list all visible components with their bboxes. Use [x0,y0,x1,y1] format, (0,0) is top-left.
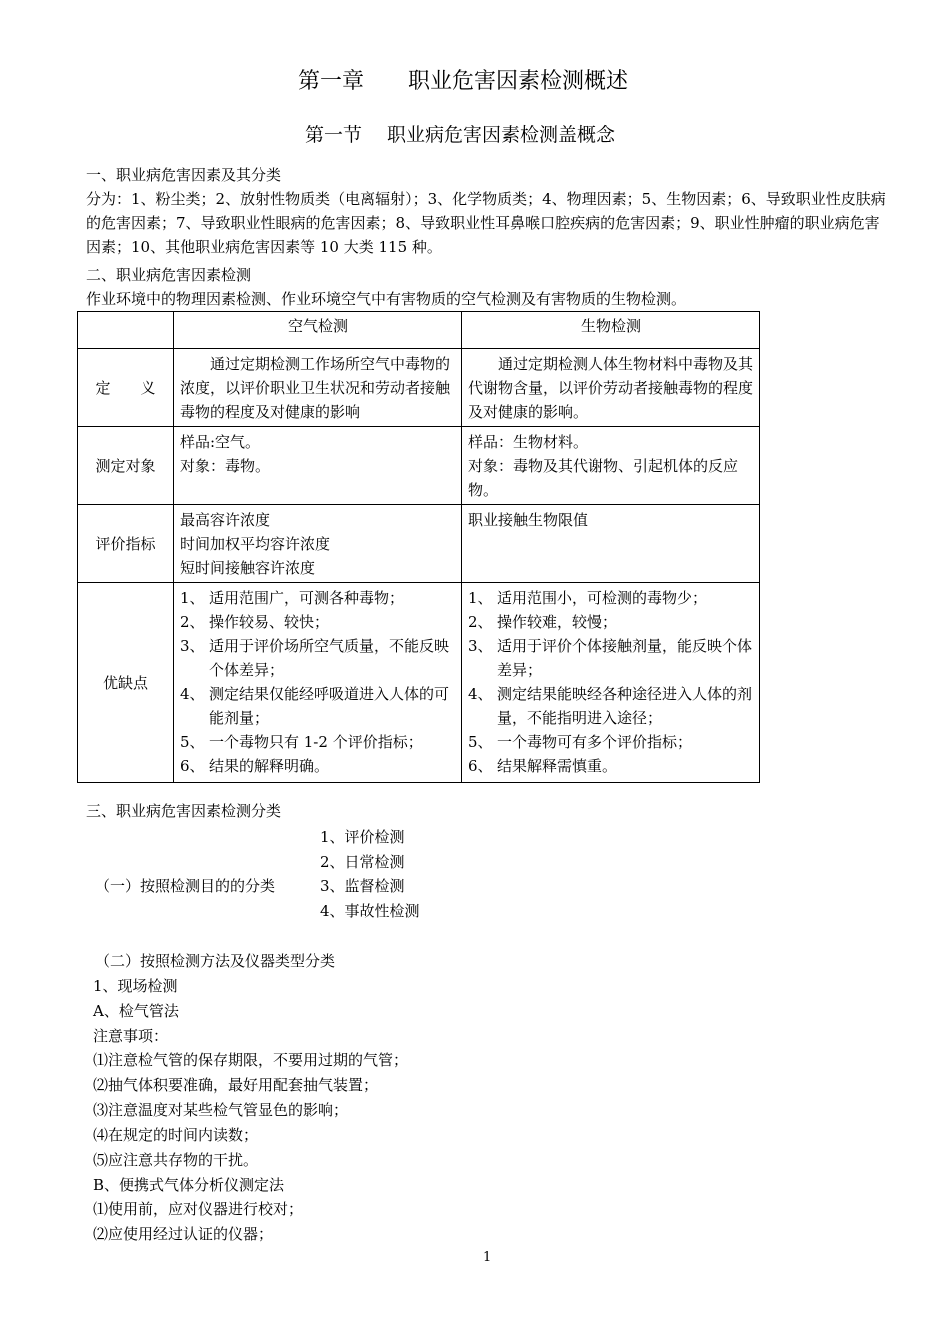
list-item [468,730,754,754]
note-a-3: ⑶注意温度对某些检气管显色的影响； [93,1101,349,1119]
method-group-label: （二）按照检测方法及仪器类型分类 [95,952,336,970]
row-label-object: 测定对象 [78,427,174,505]
list-text: 适用于评价个体接触剂量，能反映个体差异； [497,637,753,679]
list-number: 2、 [468,613,493,631]
purpose-item-2: 2、日常检测 [320,853,405,871]
comparison-table [77,311,760,783]
list-item: 最高容许浓度 [180,511,271,529]
col-header-bio: 生物检测 [462,312,760,349]
list-item [468,682,754,730]
list-item [468,610,754,634]
list-item: 样品：生物材料。 [468,433,589,451]
note-a-2: ⑵抽气体积要准确，最好用配套抽气装置； [93,1076,379,1094]
table-row-pros [78,583,760,783]
list-text: 适用于评价场所空气质量，不能反映个体差异； [209,637,450,679]
list-text: 一个毒物可有多个评价指标； [497,733,693,751]
cell-obj-bio [462,427,760,505]
note-b-1: ⑴使用前，应对仪器进行校对； [93,1200,304,1218]
list-text: 结果的解释明确。 [209,757,330,775]
list-text: 一个毒物只有 1-2 个评价指标； [209,733,423,751]
row-label-definition: 定 义 [78,349,174,427]
section2-body: 作业环境中的物理因素检测、作业环境空气中有害物质的空气检测及有害物质的生物检测。 [86,290,687,308]
list-number: 6、 [180,757,205,775]
list-item [180,586,456,610]
table-row-definition [78,349,760,427]
list-number: 4、 [180,685,205,703]
list-text: 操作较难，较慢； [497,613,618,631]
notes-label: 注意事项： [93,1027,169,1045]
list-item [468,634,754,682]
list-item: 对象：毒物及其代谢物、引起机体的反应物。 [468,457,739,499]
list-number: 2、 [180,613,205,631]
cell-def-bio: 通过定期检测人体生物材料中毒物及其代谢物含量，以评价劳动者接触毒物的程度及对健康的影响。 [462,349,760,427]
row-label-eval: 评价指标 [78,505,174,583]
list-number: 3、 [468,637,493,655]
list-number: 1、 [468,589,493,607]
list-number: 5、 [180,733,205,751]
detector-tube-heading: A、检气管法 [93,1002,179,1020]
section3-heading: 三、职业病危害因素检测分类 [86,802,282,820]
purpose-item-3: 3、监督检测 [320,877,405,895]
list-number: 1、 [180,589,205,607]
note-a-1: ⑴注意检气管的保存期限，不要用过期的气管； [93,1051,409,1069]
chapter-title: 第一章 职业危害因素检测概述 [298,69,629,94]
portable-analyzer-heading: B、便携式气体分析仪测定法 [93,1176,285,1194]
list-item: 短时间接触容许浓度 [180,559,316,577]
purpose-item-1: 1、评价检测 [320,828,405,846]
note-a-5: ⑸应注意共存物的干扰。 [93,1151,259,1169]
cell-pros-air [174,583,462,783]
list-text: 测定结果能映经各种途径进入人体的剂量，不能指明进入途径； [497,685,753,727]
col-header-air: 空气检测 [174,312,462,349]
cell-obj-air [174,427,462,505]
table-row-eval [78,505,760,583]
list-number: 5、 [468,733,493,751]
list-number: 4、 [468,685,493,703]
list-item [180,730,456,754]
note-b-2: ⑵应使用经过认证的仪器； [93,1225,274,1243]
list-item: 职业接触生物限值 [468,511,589,529]
cell-pros-bio [462,583,760,783]
list-text: 操作较易、较快； [209,613,330,631]
list-number: 6、 [468,757,493,775]
section1-body: 分为：1、粉尘类；2、放射性物质类（电离辐射）；3、化学物质类；4、物理因素；5、生物因素；6、导致职业性皮肤病的危害因素；7、导致职业性眼病的危害因素；8、导致职业性耳鼻喉口腔疾病的危害因素；9、职业性肿瘤的职业病危害因素；10、其他职业病危害因素等 10 大类 115 种。 [86,190,886,256]
list-text: 测定结果仅能经呼吸道进入人体的可能剂量； [209,685,450,727]
list-item [180,682,456,730]
table-corner-cell [78,312,174,349]
note-a-4: ⑷在规定的时间内读数； [93,1126,259,1144]
field-detection-heading: 1、现场检测 [93,977,178,995]
section-title: 第一节 职业病危害因素检测盖概念 [305,124,616,146]
cell-def-air: 通过定期检测工作场所空气中毒物的浓度，以评价职业卫生状况和劳动者接触毒物的程度及对健康的影响 [174,349,462,427]
list-text: 适用范围小，可检测的毒物少； [497,589,708,607]
table-header-row [78,312,760,349]
page-number: 1 [483,1250,492,1265]
list-item [180,754,456,778]
list-item [468,754,754,778]
list-item: 样品:空气。 [180,433,261,451]
list-item [180,610,456,634]
purpose-group-label: （一）按照检测目的的分类 [95,877,276,895]
row-label-pros: 优缺点 [78,583,174,783]
purpose-item-4: 4、事故性检测 [320,902,420,920]
section1-heading: 一、职业病危害因素及其分类 [86,166,282,184]
list-item: 时间加权平均容许浓度 [180,535,331,553]
list-item [468,586,754,610]
list-text: 结果解释需慎重。 [497,757,618,775]
list-item: 对象：毒物。 [180,457,271,475]
section2-heading: 二、职业病危害因素检测 [86,266,252,284]
table-row-object [78,427,760,505]
cell-eval-bio [462,505,760,583]
list-number: 3、 [180,637,205,655]
cell-eval-air [174,505,462,583]
list-text: 适用范围广，可测各种毒物； [209,589,405,607]
list-item [180,634,456,682]
